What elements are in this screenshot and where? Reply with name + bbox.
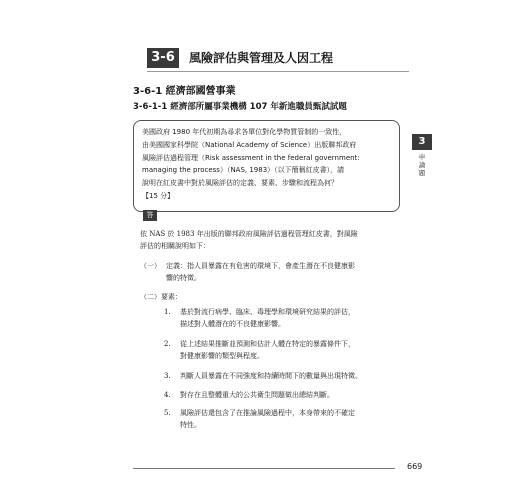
subsection-heading: 3-6-1 經濟部國營事業 [133, 86, 236, 97]
chapter-side-tab [412, 134, 432, 177]
item-label: （一） [140, 262, 161, 270]
element-number: 4. [164, 391, 171, 399]
chapter-number: 3 [412, 134, 432, 150]
chapter-label: 申論題 [418, 153, 426, 177]
element-number: 1. [164, 308, 171, 316]
element-line: 特性。 [180, 421, 201, 429]
section-number-badge: 3-6 [147, 48, 179, 68]
question-line: 由美國國家科學院（National Academy of Science）出版聯邦政府 [142, 140, 357, 149]
section-divider [147, 71, 409, 72]
element-line: 判斷人員暴露在不同強度和持續時間下的數量與出現特徵。 [180, 372, 362, 380]
question-line: 風險評估過程管理（Risk assessment in the federal government: [142, 153, 360, 162]
element-line: 對健康影響的類型與程度。 [180, 352, 264, 360]
element-line: 描述對人體潛在的不良健康影響。 [180, 320, 285, 328]
page-number: 669 [407, 462, 423, 471]
element-line: 對存在且整體重大的公共衛生問題做出總結判斷。 [180, 391, 334, 399]
element-number: 5. [164, 409, 171, 417]
question-line: 美國政府 1980 年代初期為尋求各單位對化學物質管制的一致性， [142, 128, 347, 136]
item-line: 響的特徵。 [166, 274, 201, 282]
answer-tag: 答 [143, 210, 157, 221]
question-box [133, 120, 400, 212]
section-title: 風險評估與管理及人因工程 [189, 51, 334, 65]
answer-intro-line: 依 NAS 於 1983 年出版的聯邦政府風險評估過程管理紅皮書，對風險 [140, 230, 358, 238]
element-number: 3. [164, 372, 171, 380]
element-line: 從上述結果推斷並預測和估計人體在特定的暴露條件下， [180, 340, 355, 348]
answer-intro [140, 228, 402, 252]
answer-item-elements: （二）要素： [140, 293, 182, 301]
item-line: 定義：指人員暴露在有危害的環境下，會產生潛在不良健康影 [166, 262, 355, 270]
question-line: 【15 分】 [142, 191, 175, 200]
question-line: managing the process）（NAS, 1983）（以下簡稱紅皮書），請 [142, 166, 345, 175]
question-line: 說明在紅皮書中對於風險評估的定義、要素、步驟和流程為何？ [142, 179, 338, 188]
element-number: 2. [164, 340, 171, 348]
element-line: 基於對流行病學、臨床、毒理學和環境研究結果的評估， [180, 308, 355, 316]
footer-divider [133, 468, 395, 469]
exam-heading: 3-6-1-1 經濟部所屬事業機構 107 年新進職員甄試試題 [133, 102, 347, 112]
answer-intro-line: 評估的相關說明如下： [140, 242, 210, 250]
section-header [147, 48, 409, 68]
element-line: 風險評估還包含了在推論風險過程中，本身帶來的不確定 [180, 409, 355, 417]
